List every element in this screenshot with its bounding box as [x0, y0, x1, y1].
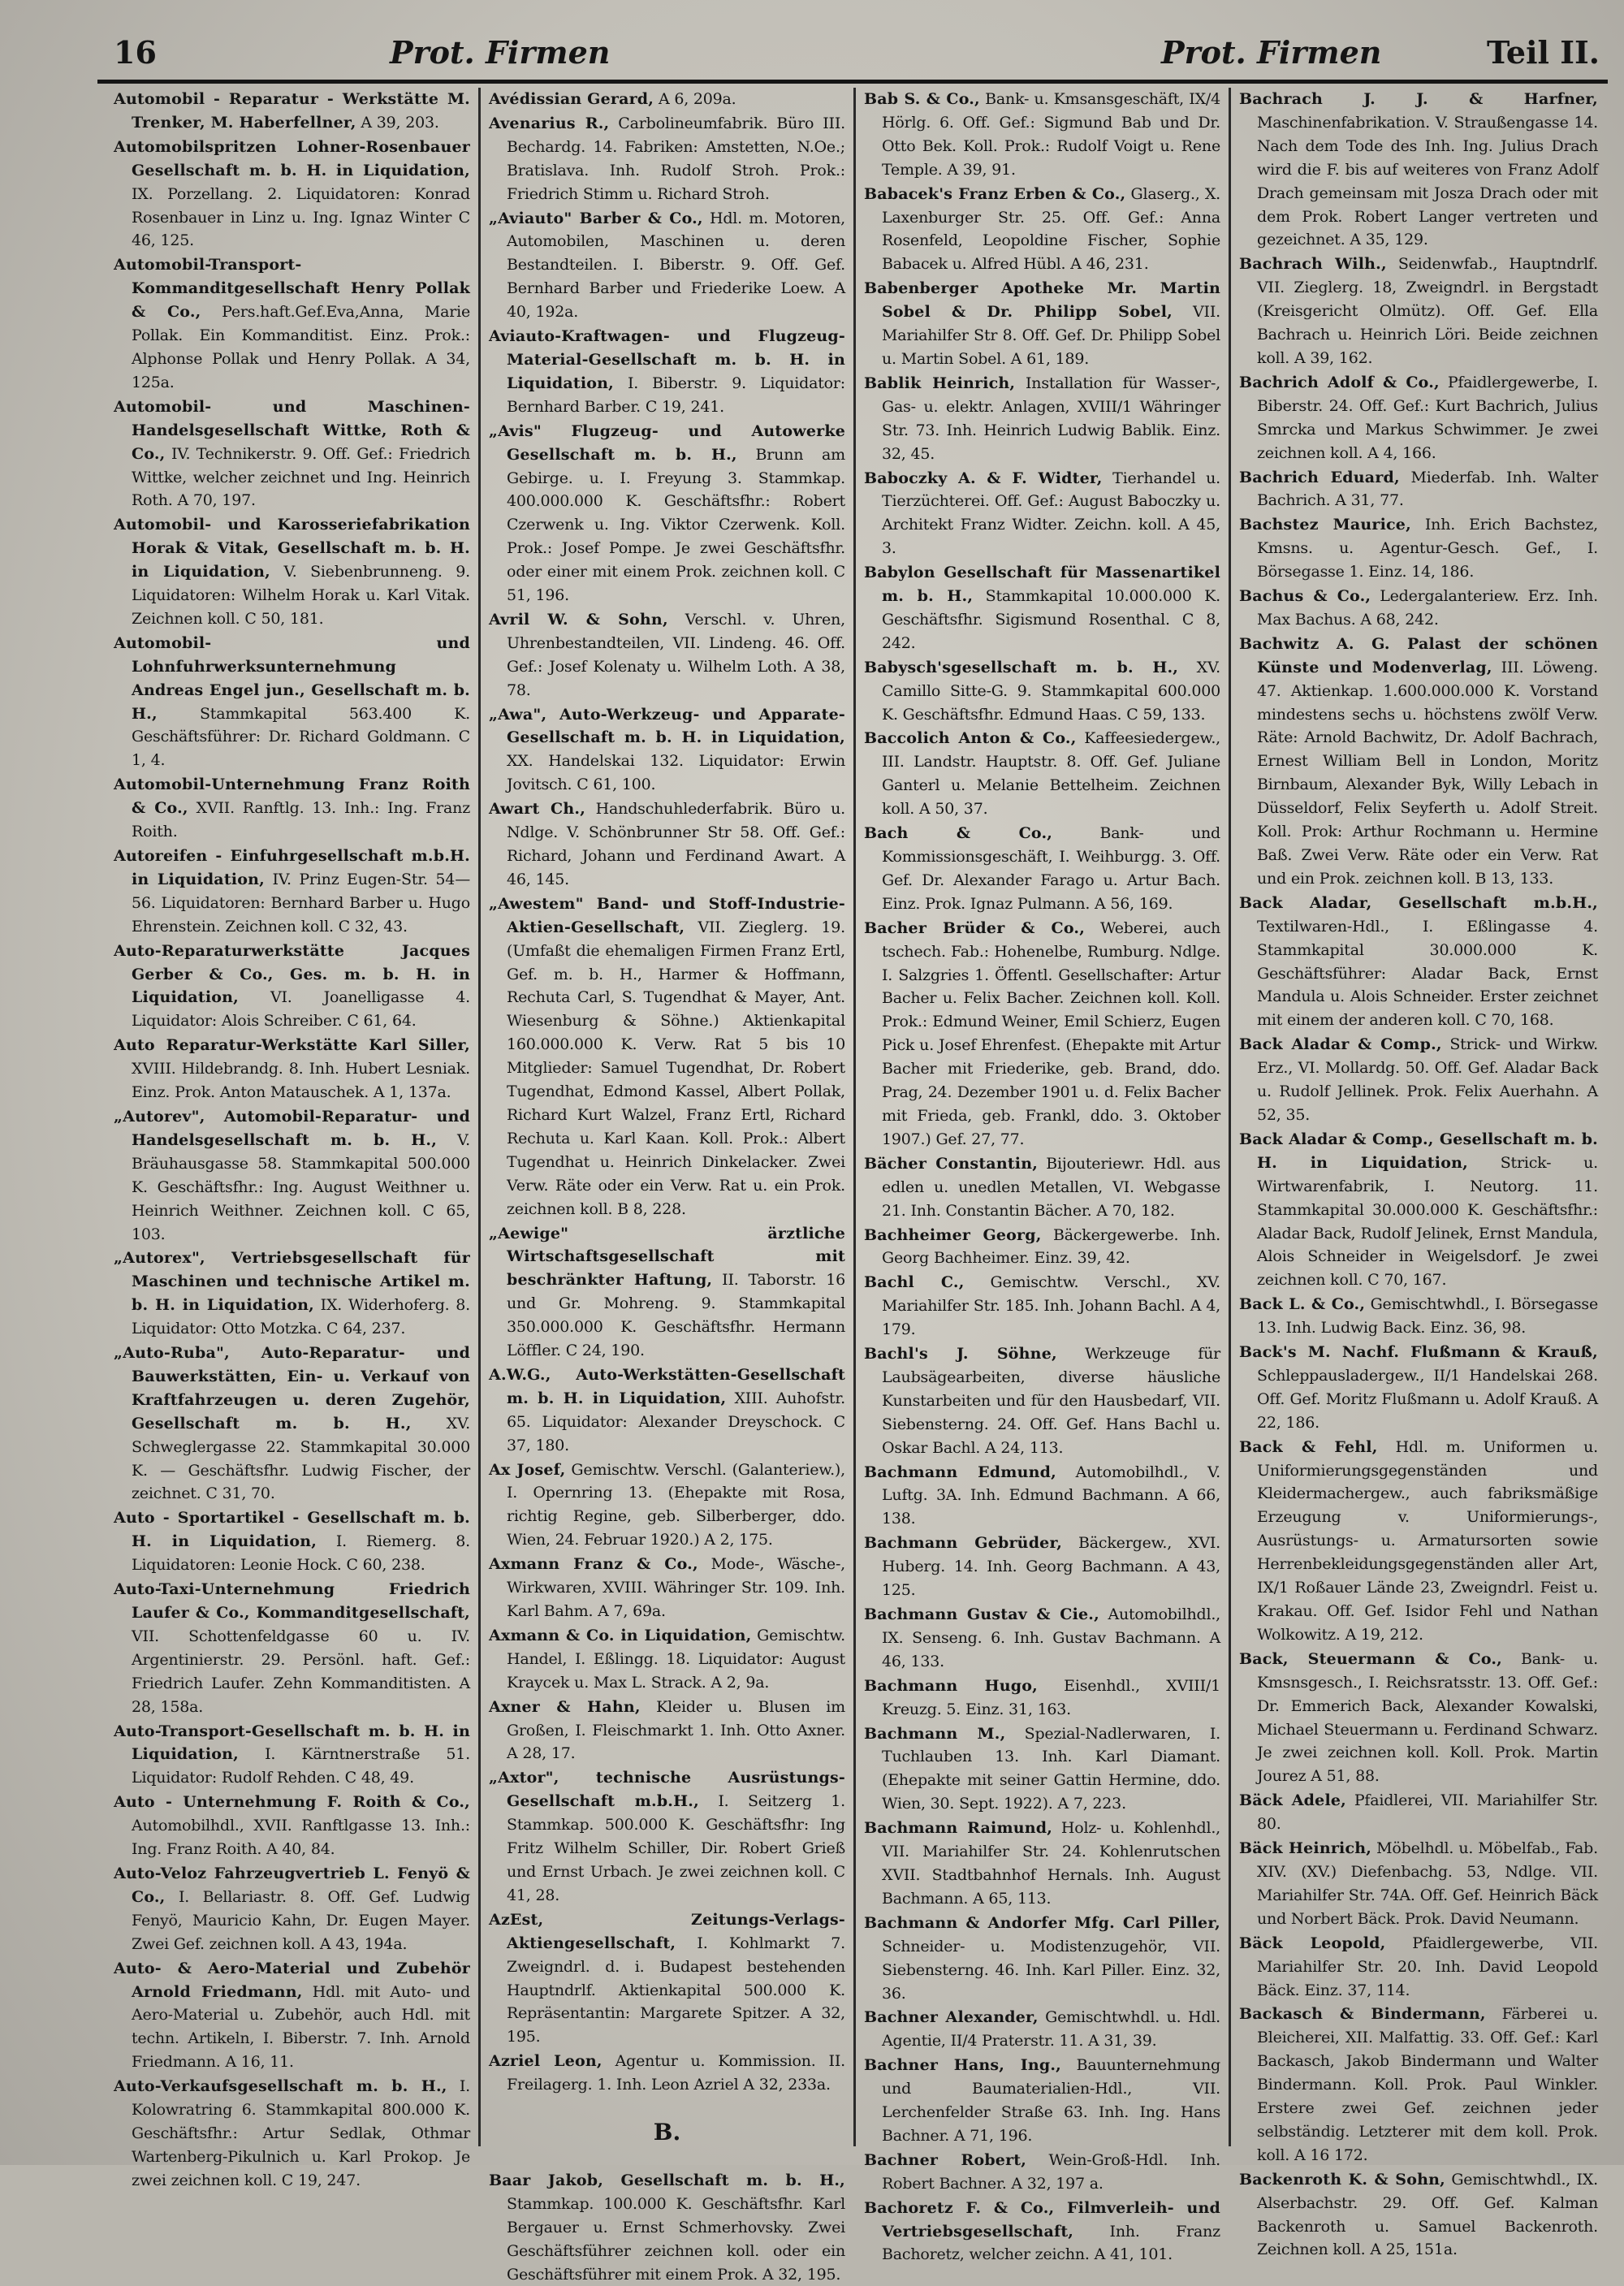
page-header — [97, 23, 1608, 84]
directory-entry — [489, 207, 845, 325]
firm-details: I. Bellariastr. 8. Off. Gef. Ludwig Fenyö, Mauricio Kahn, Dr. Eugen Mayer. Zwei Gef. zeichnen koll. A 43, 194a. — [132, 1887, 470, 1953]
firm-name: Autoreifen - Einfuhrgesellschaft m.b.H. in Liquidation, — [114, 847, 470, 888]
firm-name: Babenberger Apotheke Mr. Martin Sobel & Dr. Philipp Sobel, — [864, 279, 1220, 322]
directory-entry — [1239, 1932, 1598, 2003]
directory-entry — [1239, 1033, 1598, 1127]
firm-details: V. Siebenbrunneng. 9. Liquidatoren: Wilhelm Horak u. Karl Vitak. Zeichnen koll. C 50, 181. — [132, 563, 471, 628]
firm-name: Ax Josef, — [489, 1460, 566, 1479]
directory-entry — [489, 2050, 845, 2097]
firm-details: VII. Schottenfeldgasse 60 u. IV. Argentinierstr. 29. Persönl. haft. Gef.: Friedrich Laufer. Zehn Kommanditisten. A 28, 158a. — [132, 1627, 470, 1716]
firm-details: Gemischtw. Verschl. (Galanteriew.), I. Opernring 13. (Ehepakte mit Rosa, richtig Regine, geb. Silberberger, ddo. Wien, 24. Februar 1920.) A 2, 175. — [507, 1460, 845, 1549]
firm-name: Bächer Constantin, — [864, 1154, 1039, 1173]
directory-entry — [1239, 513, 1598, 584]
firm-name: Bachstez Maurice, — [1239, 516, 1411, 534]
directory-entry — [864, 656, 1220, 727]
firm-name: Bäck Leopold, — [1239, 1934, 1386, 1952]
firm-name: Backasch & Bindermann, — [1239, 2005, 1486, 2024]
directory-entry — [114, 2075, 470, 2193]
firm-name: Automobil- und Lohnfuhrwerksunternehmung Andreas Engel jun., Gesellschaft m. b. H., — [114, 633, 470, 723]
directory-entry — [489, 703, 845, 797]
firm-name: Automobil- und Maschinen-Handelsgesellschaft Wittke, Roth & Co., — [114, 397, 470, 463]
firm-name: Bachmann Edmund, — [864, 1463, 1056, 1481]
firm-details: Textilwaren-Hdl., I. Eßlingasse 4. Stammkapital 30.000.000 K. Geschäftsführer: Aladar Back, Ernst Mandula u. Alois Schneider. Erster zeichnet mit einem der anderen koll. C 70, 168. — [1257, 917, 1598, 1030]
directory-entry — [114, 88, 470, 135]
firm-details: I. Kolowratring 6. Stammkapital 800.000 K. Geschäftsfhr.: Artur Sedlak, Othmar Wartenberg-Pikulnich u. Karl Prokop. Je zwei zeichnen koll. C 19, 247. — [132, 2077, 471, 2189]
directory-entry — [489, 797, 845, 892]
directory-entry — [864, 2054, 1220, 2148]
firm-details: Seidenwfab., Hauptndrlf. VII. Zieglerg. 18, Zweigndrl. in Bergstadt (Kreisgericht Olmütz). Off. Gef. Ella Bachrach u. Heinrich Löri. Beide zeichnen koll. A 39, 162. — [1257, 255, 1598, 367]
firm-name: „Aewige" ärztliche Wirtschaftsgesellschaft mit beschränkter Haftung, — [489, 1224, 845, 1290]
directory-entry — [114, 1720, 470, 1791]
firm-name: Baboczky A. & F. Widter, — [864, 469, 1103, 487]
column-3 — [856, 88, 1231, 2264]
firm-details: Holz- u. Kohlenhdl., VII. Mariahilfer Str. 24. Kohlenrutschen XVII. Stadtbahnhof Hernals. Inh. August Bachmann. A 65, 113. — [882, 1819, 1221, 1908]
directory-entry — [864, 277, 1220, 371]
firm-details: Bijouteriewr. Hdl. aus edlen u. unedlen Metallen, VI. Webgasse 21. Inh. Constantin Bächer. A 70, 182. — [882, 1154, 1221, 1220]
firm-details: Tierhandel u. Tierzüchterei. Off. Gef.: August Baboczky u. Architekt Franz Widter. Zeichn. koll. A 45, 3. — [882, 469, 1221, 558]
firm-name: Axner & Hahn, — [489, 1697, 641, 1716]
directory-entry — [114, 1247, 470, 1341]
directory-entry — [114, 136, 470, 253]
firm-details: Installation für Wasser-, Gas- u. elektr. Anlagen, XVIII/1 Währinger Str. 73. Inh. Heinrich Ludwig Bablik. Einz. 32, 45. — [882, 374, 1221, 463]
firm-name: Bachl C., — [864, 1273, 965, 1292]
directory-entry — [1239, 1341, 1598, 1435]
firm-name: Bachner Robert, — [864, 2150, 1027, 2169]
firm-details: Bauunternehmung und Baumaterialien-Hdl., VII. Lerchenfelder Straße 63. Inh. Ing. Hans Bachner. A 71, 196. — [882, 2056, 1220, 2145]
directory-entry — [114, 513, 470, 631]
firm-name: Axmann & Co. in Liquidation, — [489, 1626, 752, 1644]
firm-name: Bachwitz A. G. Palast der schönen Künste und Modenverlag, — [1239, 634, 1598, 676]
firm-details: IX. Widerhoferg. 8. Liquidator: Otto Motzka. C 64, 237. — [132, 1296, 470, 1338]
firm-details: I. Riemerg. 8. Liquidatoren: Leonie Hock. C 60, 238. — [132, 1532, 471, 1575]
firm-details: Automobilhdl., V. Luftg. 3A. Inh. Edmund Bachmann. A 66, 138. — [882, 1463, 1220, 1528]
running-title-left: Prot. Firmen — [390, 34, 611, 71]
firm-details: Pfaidlerei, VII. Mariahilfer Str. 80. — [1257, 1791, 1598, 1834]
firm-details: Werkzeuge für Laubsägearbeiten, diverse häusliche Kunstarbeiten und für den Hausbedarf, VII. Siebensterng. 24. Off. Gef. Hans Bachl u. Oskar Bachl. A 24, 113. — [882, 1345, 1221, 1457]
directory-entry — [864, 1224, 1220, 1271]
directory-entry — [114, 845, 470, 939]
firm-name: Back's M. Nachf. Flußmann & Krauß, — [1239, 1343, 1598, 1362]
directory-entry — [864, 2006, 1220, 2053]
directory-entry — [864, 1342, 1220, 1460]
firm-name: „Autorev", Automobil-Reparatur- und Handelsgesellschaft m. b. H., — [114, 1107, 470, 1149]
firm-name: Aviauto-Kraftwagen- und Flugzeug-Material-Gesellschaft m. b. H. in Liquidation, — [489, 327, 845, 392]
directory-entry — [1239, 633, 1598, 891]
firm-name: Bachrach Wilh., — [1239, 255, 1387, 274]
directory-entry — [1239, 1648, 1598, 1788]
firm-details: Verschl. v. Uhren, Uhrenbestandteilen, VII. Lindeng. 46. Off. Gef.: Josef Kolenaty u. Wilhelm Loth. A 38, 78. — [507, 610, 845, 699]
firm-details: Inh. Erich Bachstez, Kmsns. u. Agentur-Gesch. Gef., I. Börsegasse 1. Einz. 14, 186. — [1257, 516, 1598, 581]
directory-entry — [489, 1766, 845, 1907]
firm-name: „Awestem" Band- und Stoff-Industrie-Aktien-Gesellschaft, — [489, 894, 845, 936]
firm-name: Bachmann Hugo, — [864, 1676, 1038, 1695]
firm-details: I. Kohlmarkt 7. Zweigndrl. d. i. Budapest bestehenden Hauptndrlf. Aktienkapital 500.000 K. Repräsentantin: Margarete Spitzer. A 32, 195. — [507, 1934, 846, 2046]
directory-entry — [864, 183, 1220, 277]
firm-name: Bachrich Adolf & Co., — [1239, 373, 1440, 391]
directory-entry — [1239, 88, 1598, 252]
firm-details: Bank- u. Kmsansgeschäft, IX/4 Hörlg. 6. Off. Gef.: Sigmund Bab und Dr. Otto Bek. Koll. Prok.: Rudolf Voigt u. Rene Temple. A 39, 91. — [882, 90, 1220, 179]
firm-details: VI. Joanelligasse 4. Liquidator: Alois Schreiber. C 61, 64. — [132, 988, 471, 1031]
firm-details: Automobilhdl., XVII. Ranftlgasse 13. Inh.: Ing. Franz Roith. A 40, 84. — [132, 1817, 470, 1859]
directory-entry — [864, 1271, 1220, 1342]
firm-name: Babacek's Franz Erben & Co., — [864, 184, 1126, 203]
directory-entry — [1239, 1436, 1598, 1647]
firm-name: Bach & Co., — [864, 824, 1053, 843]
firm-details: II. Taborstr. 16 und Gr. Mohreng. 9. Stammkapital 350.000.000 K. Geschäftsfhr. Hermann Löffler. C 24, 190. — [507, 1271, 846, 1360]
firm-details: Pfaidlergewerbe, VII. Mariahilfer Str. 20. Inh. David Leopold Bäck. Einz. 37, 114. — [1257, 1934, 1599, 1999]
directory-entry — [864, 1675, 1220, 1722]
directory-entry — [864, 1817, 1220, 1911]
firm-name: Bachrach J. J. & Harfner, — [1239, 90, 1598, 108]
firm-name: „Axtor", technische Ausrüstungs-Gesellschaft m.b.H., — [489, 1769, 845, 1811]
firm-details: Weberei, auch tschech. Fab.: Hohenelbe, Rumburg. Ndlge. I. Salzgries 1. Öffentl. Gesellschafter: Artur Bacher u. Felix Bacher. Zeichnen koll. Koll. Prok.: Edmund Weiner, Emil Schierz, Eugen Pick u. Josef Ehrenfest. (Ehepakte mit Artur Bacher mit Friederike, geb. Brand, ddo. Prag, 24. Dezember 1901 u. d. Felix Bacher mit Frieda, geb. Frankl, ddo. 3. Oktober 1907.) Gef. 27, 77. — [882, 918, 1220, 1148]
firm-details: Bank- u. Kmsnsgesch., I. Reichsratsstr. 13. Off. Gef.: Dr. Emmerich Back, Alexander Kowalski, Michael Steuermann u. Ferdinand Schwarz. Je zwei zeichnen koll. Koll. Prok. Martin Jourez A 51, 88. — [1257, 1649, 1598, 1786]
firm-details: V. Bräuhausgasse 58. Stammkapital 500.000 K. Geschäftsfhr.: Ing. August Weithner u. Heinrich Weithner. Zeichnen koll. C 65, 103. — [132, 1130, 470, 1243]
directory-entry — [114, 253, 470, 394]
firm-name: „Autorex", Vertriebsgesellschaft für Maschinen und technische Artikel m. b. H. in Liquidation, — [114, 1249, 470, 1315]
directory-entry — [114, 1105, 470, 1246]
firm-name: Automobil-Transport-Kommanditgesellschaft Henry Pollak & Co., — [114, 256, 470, 322]
directory-entry — [489, 88, 845, 111]
directory-entry — [114, 773, 470, 844]
firm-name: Bablik Heinrich, — [864, 374, 1016, 392]
directory-entry — [489, 1624, 845, 1695]
firm-name: Backenroth K. & Sohn, — [1239, 2170, 1445, 2189]
firm-name: Auto-Veloz Fahrzeugvertrieb L. Fenyö & Co., — [114, 1864, 470, 1906]
directory-entry — [489, 1908, 845, 2049]
directory-entry — [114, 940, 470, 1034]
firm-details: Strick- u. Wirtwarenfabrik, I. Neutorg. 11. Stammkapital 30.000.000 K. Geschäftsfhr.: Aladar Back, Rudolf Jelinek, Ernst Mandula, Alois Schneider in Weigelsdorf. Je zwei zeichnen koll. C 70, 167. — [1257, 1153, 1598, 1290]
firm-name: Bachrich Eduard, — [1239, 468, 1400, 486]
firm-name: Auto-Transport-Gesellschaft m. b. H. in Liquidation, — [114, 1722, 470, 1764]
firm-name: Bäck Adele, — [1239, 1791, 1346, 1810]
directory-entry — [114, 632, 470, 772]
directory-entry — [114, 1957, 470, 2075]
firm-name: Auto - Sportartikel - Gesellschaft m. b. H. in Liquidation, — [114, 1509, 470, 1551]
directory-entry — [864, 1722, 1220, 1817]
directory-entry — [489, 325, 845, 419]
directory-entry — [489, 892, 845, 1221]
directory-entry — [1239, 1293, 1598, 1340]
firm-name: Bachus & Co., — [1239, 587, 1371, 606]
firm-name: Auto-Taxi-Unternehmung Friedrich Laufer & Co., Kommanditgesellschaft, — [114, 1580, 470, 1622]
firm-name: „Auto-Ruba", Auto-Reparatur- und Bauwerkstätten, Ein- u. Verkauf von Kraftfahrzeugen u. deren Zugehör, Gesellschaft m. b. H., — [114, 1344, 470, 1433]
directory-entry — [864, 727, 1220, 821]
firm-name: Bachmann Gustav & Cie., — [864, 1605, 1099, 1623]
firm-name: Bachheimer Georg, — [864, 1225, 1042, 1244]
firm-details: Wein-Groß-Hdl. Inh. Robert Bachner. A 32, 197 a. — [882, 2150, 1221, 2193]
firm-name: Back Aladar & Comp., — [1239, 1035, 1442, 1054]
firm-name: Back Aladar & Comp., Gesellschaft m. b. H. in Liquidation, — [1239, 1130, 1598, 1172]
firm-details: Eisenhdl., XVIII/1 Kreuzg. 5. Einz. 31, 163. — [882, 1676, 1220, 1718]
firm-name: Babysch'sgesellschaft m. b. H., — [864, 658, 1179, 676]
firm-details: Agentur u. Kommission. II. Freilagerg. 1. Inh. Leon Azriel A 32, 233a. — [507, 2052, 845, 2094]
firm-name: „Aviauto" Barber & Co., — [489, 209, 703, 227]
firm-details: IV. Prinz Eugen-Str. 54—56. Liquidatoren: Bernhard Barber u. Hugo Ehrenstein. Zeichnen koll. C 32, 43. — [132, 870, 470, 936]
firm-name: Bachoretz F. & Co., Filmverleih- und Vertriebsgesellschaft, — [864, 2198, 1220, 2241]
running-title-right: Prot. Firmen — [1161, 34, 1382, 71]
firm-name: Automobil- und Karosseriefabrikation Horak & Vitak, Gesellschaft m. b. H. in Liquidation, — [114, 516, 470, 581]
directory-entry — [489, 1696, 845, 1766]
firm-details: Mode-, Wäsche-, Wirkwaren, XVIII. Währinger Str. 109. Inh. Karl Bahm. A 7, 69a. — [507, 1555, 846, 1620]
directory-entry — [1239, 466, 1598, 513]
directory-entry — [1239, 1837, 1598, 1931]
firm-details: Strick- und Wirkw. Erz., VI. Mollardg. 50. Off. Gef. Aladar Back u. Rudolf Jellinek. Prok. Felix Auerhahn. A 52, 35. — [1257, 1035, 1598, 1124]
firm-name: Avédissian Gerard, — [489, 90, 654, 108]
directory-entry — [489, 2169, 845, 2286]
directory-entry — [864, 1603, 1220, 1674]
firm-name: Awart Ch., — [489, 800, 586, 819]
column-4 — [1231, 88, 1606, 2259]
firm-details: Carbolineumfabrik. Büro III. Bechardg. 14. Fabriken: Amstetten, N.Oe.; Bratislava. Inh. Rudolf Stroh. Prok.: Friedrich Stimm u. Richard Stroh. — [507, 114, 845, 203]
directory-entry — [114, 1862, 470, 1956]
directory-entry — [1239, 371, 1598, 465]
firm-name: Bachmann Raimund, — [864, 1819, 1053, 1838]
firm-details: Schleppausladergew., II/1 Handelskai 268. Off. Gef. Moritz Flußmann u. Adolf Krauß. A 22, 186. — [1257, 1366, 1598, 1432]
firm-details: Hdl. mit Auto- und Aero-Material u. Zubehör, auch Hdl. mit techn. Artikeln, I. Biberstr. 7. Inh. Arnold Friedmann. A 16, 11. — [132, 1982, 470, 2072]
column-2 — [481, 88, 856, 2284]
firm-name: „Avis" Flugzeug- und Autowerke Gesellschaft m. b. H., — [489, 421, 845, 464]
directory-entry — [489, 1222, 845, 1363]
section-letter: B. — [653, 2119, 681, 2146]
firm-details: Gemischtwhdl. u. Hdl. Agentie, II/4 Praterstr. 11. A 31, 39. — [882, 2008, 1221, 2050]
firm-details: III. Löweng. 47. Aktienkap. 1.600.000.000 K. Vorstand mindestens sechs u. höchstens zwölf Verw. Räte: Arnold Bachwitz, Dr. Adolf Bachrach, Ernest William Bell in London, Moritz Birnbaum, Alexander Byk, Willy Lebach in Düsseldorf, Felix Seyferth u. Adolf Streit. Koll. Prok: Arthur Rochmann u. Hermine Baß. Zwei Verw. Räte oder ein Verw. Rat und ein Prok. zeichnen koll. B 13, 133. — [1257, 658, 1598, 888]
directory-entry — [489, 1363, 845, 1458]
firm-name: Bachmann & Andorfer Mfg. Carl Piller, — [864, 1913, 1220, 1932]
column-1 — [106, 88, 481, 2189]
firm-details: XVII. Ranftlg. 13. Inh.: Ing. Franz Roith. — [132, 799, 471, 841]
firm-name: Auto-Verkaufsgesellschaft m. b. H., — [114, 2077, 447, 2096]
firm-name: Bachmann M., — [864, 1724, 1006, 1743]
directory-entry — [114, 1034, 470, 1104]
directory-entry — [1239, 2168, 1598, 2262]
firm-name: „Awa", Auto-Werkzeug- und Apparate-Gesellschaft m. b. H. in Liquidation, — [489, 705, 845, 747]
firm-details: XV. Camillo Sitte-G. 9. Stammkapital 600.000 K. Geschäftsfhr. Edmund Haas. C 59, 133. — [882, 658, 1220, 724]
firm-name: Bäck Heinrich, — [1239, 1839, 1372, 1858]
firm-details: XV. Schweglergasse 22. Stammkapital 30.000 K. — Geschäftsfhr. Ludwig Fischer, der zeichnet. C 31, 70. — [132, 1414, 471, 1503]
directory-entry — [864, 1912, 1220, 2006]
firm-name: Azriel Leon, — [489, 2052, 603, 2071]
directory-entry — [864, 822, 1220, 916]
directory-entry — [1239, 253, 1598, 370]
firm-details: Bäckergew., XVI. Huberg. 14. Inh. Georg Bachmann. A 43, 125. — [882, 1534, 1220, 1600]
firm-details: A 39, 203. — [361, 113, 439, 132]
page-number: 16 — [114, 34, 157, 71]
directory-entry — [114, 1791, 470, 1861]
directory-entry — [864, 372, 1220, 466]
firm-name: Bachner Hans, Ing., — [864, 2056, 1061, 2075]
firm-details: Glaserg., X. Laxenburger Str. 25. Off. Gef.: Anna Rosenfeld, Leopoldine Fischer, Sophie Babacek u. Alfred Hübl. A 46, 231. — [882, 184, 1220, 274]
firm-name: Automobil-Unternehmung Franz Roith & Co., — [114, 776, 470, 818]
firm-details: Spezial-Nadlerwaren, I. Tuchlauben 13. Inh. Karl Diamant. (Ehepakte mit seiner Gattin Hermine, ddo. Wien, 30. Sept. 1922). A 7, 223. — [882, 1724, 1221, 1813]
firm-name: Bab S. & Co., — [864, 90, 980, 108]
columns-container — [106, 88, 1608, 2284]
firm-name: Bachmann Gebrüder, — [864, 1534, 1063, 1553]
firm-details: Miederfab. Inh. Walter Bachrich. A 31, 77. — [1257, 468, 1598, 510]
directory-entry — [864, 467, 1220, 561]
firm-name: Avenarius R., — [489, 114, 610, 132]
firm-details: Kaffeesiedergew., III. Landstr. Hauptstr. 8. Off. Gef. Juliane Ganterl u. Melanie Bettelheim. Zeichnen koll. A 50, 37. — [882, 729, 1220, 819]
firm-details: Bank- und Kommissionsgeschäft, I. Weihburgg. 3. Off. Gef. Dr. Alexander Farago u. Artur Bach. Einz. Prok. Ignaz Pulmann. A 56, 169. — [882, 824, 1220, 913]
directory-entry — [489, 420, 845, 607]
directory-entry — [114, 395, 470, 513]
firm-details: Bäckergewerbe. Inh. Georg Bachheimer. Einz. 39, 42. — [882, 1225, 1220, 1268]
firm-details: Automobilhdl., IX. Senseng. 6. Inh. Gustav Bachmann. A 46, 133. — [882, 1605, 1220, 1670]
firm-name: Back Aladar, Gesellschaft m.b.H., — [1239, 893, 1598, 912]
directory-entry — [864, 1532, 1220, 1602]
firm-details: Stammkap. 100.000 K. Geschäftsfhr. Karl Bergauer u. Ernst Schmerhovsky. Zwei Geschäftsführer zeichnen koll. oder ein Geschäftsführer mit einem Prok. A 32, 195. — [507, 2194, 845, 2284]
firm-name: AzEst, Zeitungs-Verlags-Aktiengesellschaft, — [489, 1910, 845, 1952]
directory-entry — [864, 1152, 1220, 1223]
firm-name: A.W.G., Auto-Werkstätten-Gesellschaft m. b. H. in Liquidation, — [489, 1365, 845, 1407]
firm-name: Auto- & Aero-Material und Zubehör Arnold Friedmann, — [114, 1959, 470, 2001]
directory-entry — [489, 1553, 845, 1623]
firm-name: Auto Reparatur-Werkstätte Karl Siller, — [114, 1036, 470, 1055]
directory-entry — [864, 2149, 1220, 2196]
firm-details: Maschinenfabrikation. V. Straußengasse 14. Nach dem Tode des Inh. Ing. Julius Drach wird die F. bis auf weiteres von Franz Adolf Drach gemeinsam mit Josza Drach oder mit dem Prok. Robert Langer vertreten und gezeichnet. A 35, 129. — [1257, 113, 1598, 249]
firm-details: Hdl. m. Uniformen u. Uniformierungsgegenständen und Kleidermachergew., auch fabriksmäßige Erzeugung v. Uniformierungs-, Ausrüstungs- u. Armatursorten sowie Herrenbekleidungsgegenständen aller Art, IX/1 Roßauer Lände 23, Zweigndrl. Feist u. Krakau. Off. Gef. Isidor Fehl und Nathan Wolkowitz. A 19, 212. — [1257, 1437, 1598, 1644]
firm-details: VII. Zieglerg. 19. (Umfaßt die ehemaligen Firmen Franz Ertl, Gef. m. b. H., Harmer & Hoffmann, Rechuta Carl, S. Tugendhat & Mayer, Ant. Wiesenburg & Söhne.) Aktienkapital 160.000.000 K. Verw. Rat 5 bis 10 Mitglieder: Samuel Tugendhat, Dr. Robert Tugendhat, Edmond Kassel, Albert Pollak, Richard Kurt Walzel, Franz Ertl, Richard Rechuta u. Karl Kaan. Koll. Prok.: Albert Tugendhat u. Heinrich Dinkelacker. Zwei Verw. Räte oder ein Verw. Rat u. ein Prok. zeichnen koll. B 8, 228. — [507, 918, 845, 1218]
directory-entry — [864, 1461, 1220, 1532]
firm-details: Kleider u. Blusen im Großen, I. Fleischmarkt 1. Inh. Otto Axner. A 28, 17. — [507, 1697, 845, 1763]
firm-name: Avril W. & Sohn, — [489, 610, 668, 629]
firm-details: Gemischtwhdl., IX. Alserbachstr. 29. Off. Gef. Kalman Backenroth u. Samuel Backenroth. Zeichnen koll. A 25, 151a. — [1257, 2170, 1598, 2259]
firm-name: Back, Steuermann & Co., — [1239, 1649, 1502, 1668]
directory-entry — [114, 1578, 470, 1718]
firm-details: Stammkapital 563.400 K. Geschäftsführer: Dr. Richard Goldmann. C 1, 4. — [132, 704, 471, 770]
firm-name: Bacher Brüder & Co., — [864, 918, 1086, 937]
firm-name: Babylon Gesellschaft für Massenartikel m. b. H., — [864, 564, 1220, 606]
firm-details: Pers.haft.Gef.Eva,Anna, Marie Pollak. Ein Kommanditist. Einz. Prok.: Alphonse Pollak und Henry Pollak. A 34, 125a. — [132, 303, 470, 391]
firm-details: XX. Handelskai 132. Liquidator: Erwin Jovitsch. C 61, 100. — [507, 752, 845, 794]
firm-details: Brunn am Gebirge. u. I. Freyung 3. Stammkap. 400.000.000 K. Geschäftsfhr.: Robert Czerwenk u. Ing. Viktor Czerwenk. Koll. Prok.: Josef Pompe. Je zwei Geschäftsfhr. oder einer mit einem Prok. zeichnen koll. C 51, 196. — [507, 445, 845, 605]
directory-entry — [1239, 1128, 1598, 1292]
directory-entry — [1239, 892, 1598, 1032]
firm-details: Schneider- u. Modistenzugehör, VII. Siebensterng. 46. Inh. Karl Piller. Einz. 32, 36. — [882, 1937, 1220, 2003]
firm-details: Pfaidlergewerbe, I. Biberstr. 24. Off. Gef.: Kurt Bachrich, Julius Smrcka und Markus Schwimmer. Je zwei zeichnen koll. A 4, 166. — [1257, 373, 1599, 462]
directory-entry — [114, 1342, 470, 1506]
firm-details: Inh. Franz Bachoretz, welcher zeichn. A 41, 101. — [882, 2222, 1220, 2264]
firm-details: Handschuhlederfabrik. Büro u. Ndlge. V. Schönbrunner Str 58. Off. Gef.: Richard, Johann und Ferdinand Awart. A 46, 145. — [507, 800, 845, 888]
firm-details: I. Seitzerg 1. Stammkap. 500.000 K. Geschäftsfhr: Ing Fritz Wilhelm Schiller, Dir. Robert Grieß und Ernst Urbach. Je zwei zeichnen koll. C 41, 28. — [507, 1792, 845, 1904]
directory-entry — [489, 608, 845, 702]
directory-entry — [1239, 1789, 1598, 1836]
directory-entry — [1239, 585, 1598, 632]
firm-name: Baar Jakob, Gesellschaft m. b. H., — [489, 2171, 845, 2189]
firm-details: XIII. Auhofstr. 65. Liquidator: Alexander Dreyschock. C 37, 180. — [507, 1389, 845, 1454]
firm-details: I. Biberstr. 9. Liquidator: Bernhard Barber. C 19, 241. — [507, 374, 846, 416]
firm-details: Ledergalanteriew. Erz. Inh. Max Bachus. A 68, 242. — [1257, 587, 1598, 629]
firm-name: Auto - Unternehmung F. Roith & Co., — [114, 1793, 470, 1812]
firm-name: Auto-Reparaturwerkstätte Jacques Gerber & Co., Ges. m. b. H. in Liquidation, — [114, 941, 470, 1007]
firm-details: Hdl. m. Motoren, Automobilen, Maschinen u. deren Bestandteilen. I. Biberstr. 9. Off. Gef. Bernhard Barber und Friederike Loew. A 40, 192a. — [507, 209, 846, 322]
firm-details: Stammkapital 10.000.000 K. Geschäftsfhr. Sigismund Rosenthal. C 8, 242. — [882, 587, 1220, 652]
firm-details: Gemischtw. Handel, I. Eßlingg. 18. Liquidator: August Kraycek u. Max L. Strack. A 2, 9a. — [507, 1626, 845, 1692]
part-label: Teil II. — [1487, 34, 1600, 71]
firm-details: Gemischtw. Verschl., XV. Mariahilfer Str. 185. Inh. Johann Bachl. A 4, 179. — [882, 1273, 1220, 1339]
firm-name: Axmann Franz & Co., — [489, 1555, 698, 1574]
firm-name: Back L. & Co., — [1239, 1295, 1366, 1314]
directory-entry — [864, 917, 1220, 1152]
directory-entry — [489, 1458, 845, 1553]
firm-details: Möbelhdl. u. Möbelfab., Fab. XIV. (XV.) Diefenbachg. 53, Ndlge. VII. Mariahilfer Str. 74A. Off. Gef. Heinrich Bäck und Norbert Bäck. Prok. David Neumann. — [1257, 1839, 1598, 1928]
firm-name: Bachl's J. Söhne, — [864, 1345, 1057, 1363]
firm-details: A 6, 209a. — [658, 90, 736, 108]
directory-entry — [114, 1506, 470, 1577]
directory-entry — [864, 88, 1220, 182]
directory-entry — [1239, 2003, 1598, 2167]
firm-name: Bachner Alexander, — [864, 2008, 1039, 2027]
firm-name: Back & Fehl, — [1239, 1437, 1378, 1456]
firm-name: Automobil - Reparatur - Werkstätte M. Trenker, M. Haberfellner, — [114, 90, 470, 132]
directory-entry — [489, 112, 845, 206]
firm-name: Baccolich Anton & Co., — [864, 729, 1077, 748]
firm-name: Automobilspritzen Lohner-Rosenbauer Gesellschaft m. b. H. in Liquidation, — [114, 137, 470, 179]
firm-details: I. Kärntnerstraße 51. Liquidator: Rudolf Rehden. C 48, 49. — [132, 1745, 470, 1787]
firm-details: XVIII. Hildebrandg. 8. Inh. Hubert Lesniak. Einz. Prok. Anton Matauschek. A 1, 137a. — [132, 1060, 470, 1102]
firm-details: Gemischtwhdl., I. Börsegasse 13. Inh. Ludwig Back. Einz. 36, 98. — [1257, 1295, 1598, 1337]
firm-details: IX. Porzellang. 2. Liquidatoren: Konrad Rosenbauer in Linz u. Ing. Ignaz Winter C 46, 125. — [132, 184, 470, 250]
firm-details: Färberei u. Bleicherei, XII. Malfattig. 33. Off. Gef.: Karl Backasch, Jakob Bindermann und Walter Bindermann. Koll. Prok. Paul Winkler. Erstere zwei Gef. zeichnen jeder selbständig. Letzterer mit dem koll. Prok. koll. A 16 172. — [1257, 2005, 1598, 2164]
directory-entry — [864, 2197, 1220, 2267]
firm-details: IV. Technikerstr. 9. Off. Gef.: Friedrich Wittke, welcher zeichnet und Ing. Heinrich Roth. A 70, 197. — [132, 444, 470, 510]
directory-entry — [864, 561, 1220, 655]
firm-details: VII. Mariahilfer Str 8. Off. Gef. Dr. Philipp Sobel u. Martin Sobel. A 61, 189. — [882, 303, 1220, 368]
